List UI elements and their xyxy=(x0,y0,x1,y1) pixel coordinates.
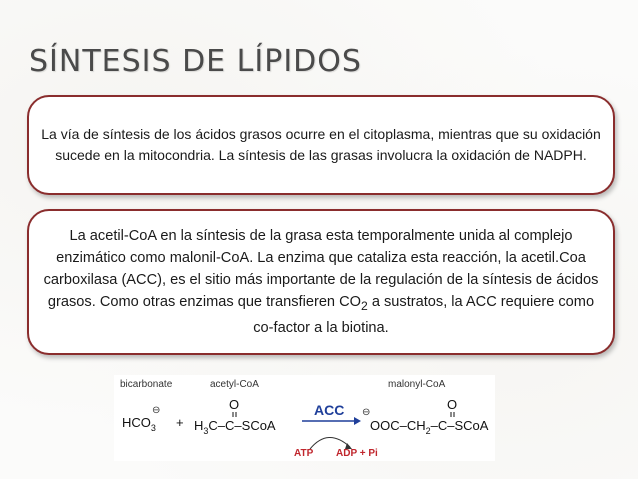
malonyl-sub: 2 xyxy=(425,426,431,436)
acetyl-h: H xyxy=(194,418,204,433)
box2-text xyxy=(39,225,603,339)
acetyl-rest: C–C–SCoA xyxy=(208,418,276,433)
text-box-acc xyxy=(27,209,615,355)
cofactor-atp: ATP xyxy=(294,448,314,459)
acetyl-formula xyxy=(194,418,276,436)
acetyl-oxygen: O xyxy=(229,397,240,412)
text-box-cytoplasm xyxy=(27,95,615,195)
box2-text-before: La acetil-CoA en la síntesis de la grasa esta temporalmente unida al complejo enzimático como malonil-CoA. La enzima que cataliza esta reacción, la acetil.Coa carboxilasa (ACC), es el sitio más importante de la regulación de la síntesis de ácidos grasos. Como otras enzimas que transfieren CO xyxy=(43,228,599,311)
box2-subscript: 2 xyxy=(361,298,368,313)
bicarbonate-charge: ⊖ xyxy=(152,405,161,416)
malonyl-left: OOC–CH xyxy=(370,418,426,433)
enzyme-acc: ACC xyxy=(314,402,345,418)
bicarbonate-sub: 3 xyxy=(150,423,156,433)
reaction-arrowhead xyxy=(354,417,361,425)
plus-sign: + xyxy=(176,415,184,430)
label-malonyl-coa: malonyl-CoA xyxy=(388,379,446,390)
bicarbonate-formula-text: HCO xyxy=(122,415,151,430)
slide-title: SÍNTESIS DE LÍPIDOS xyxy=(29,44,362,79)
label-acetyl-coa: acetyl-CoA xyxy=(210,379,259,390)
cofactor-adp-pi: ADP + Pi xyxy=(336,448,378,459)
box1-text: La vía de síntesis de los ácidos grasos ocurre en el citoplasma, mientras que su oxidación sucede en la mitocondria. La síntesis de las grasas involucra la oxidación de NADPH. xyxy=(41,126,601,163)
reaction-diagram xyxy=(114,375,495,461)
malonyl-oxygen: O xyxy=(447,397,458,412)
bicarbonate-formula xyxy=(122,415,156,433)
box2-text-after: a sustratos, la ACC requiere como co-factor a la biotina. xyxy=(253,294,595,336)
malonyl-right: –C–SCoA xyxy=(430,418,489,433)
label-bicarbonate: bicarbonate xyxy=(120,379,173,390)
malonyl-charge: ⊖ xyxy=(362,407,371,418)
acetyl-sub: 3 xyxy=(203,426,209,436)
malonyl-formula xyxy=(370,418,489,436)
